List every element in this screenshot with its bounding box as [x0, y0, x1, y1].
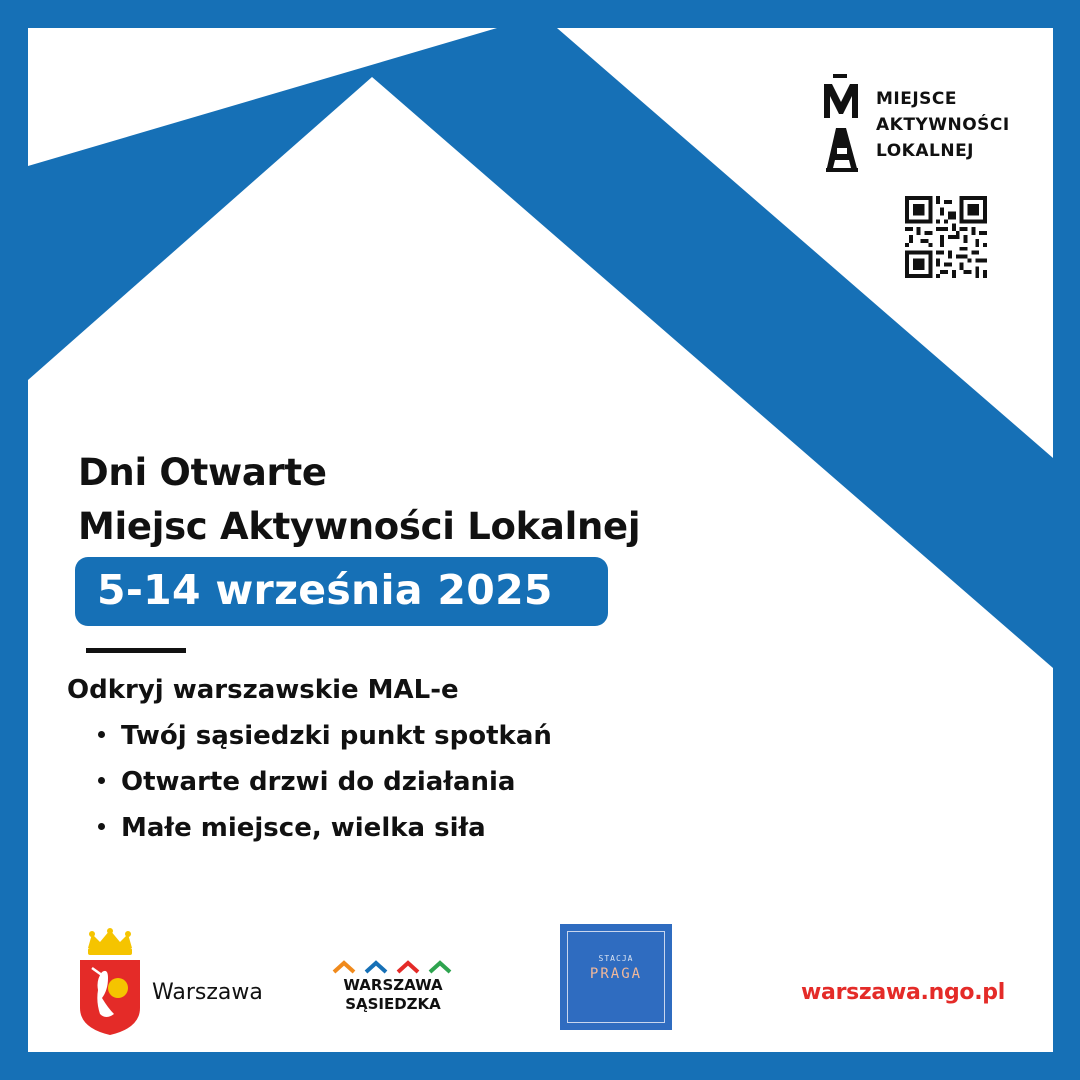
sasiedzka-line2: SĄSIEDZKA	[345, 995, 441, 1013]
bullet-dot-icon	[98, 823, 105, 830]
bullet-list	[98, 716, 552, 854]
mal-logo-line1: MIEJSCE	[876, 89, 958, 109]
bullet-text: Twój sąsiedzki punkt spotkań	[121, 721, 552, 751]
mal-logo-line3: LOKALNEJ	[876, 141, 975, 161]
mal-logo-text	[876, 86, 1010, 164]
headline	[78, 446, 640, 554]
bullet-dot-icon	[98, 731, 105, 738]
mal-monogram-icon	[822, 74, 860, 174]
headline-line2: Miejsc Aktywności Lokalnej	[78, 505, 641, 548]
bullet-item	[98, 716, 552, 762]
bullet-item	[98, 808, 552, 854]
mal-logo-line2: AKTYWNOŚCI	[876, 115, 1010, 135]
bullet-text: Małe miejsce, wielka siła	[121, 813, 486, 843]
subtitle: Odkryj warszawskie MAL-e	[67, 675, 459, 705]
bullet-text: Otwarte drzwi do działania	[121, 767, 516, 797]
praga-big-label: PRAGA	[589, 966, 643, 982]
praga-small-label: STACJA	[598, 954, 634, 963]
qr-code-icon[interactable]	[905, 196, 987, 278]
warszawa-crest-icon	[78, 928, 142, 1036]
headline-line1: Dni Otwarte	[78, 451, 327, 494]
warszawa-label: Warszawa	[152, 980, 263, 1005]
bullet-item	[98, 762, 552, 808]
ngo-logo[interactable]: warszawa.ngo.pl	[801, 980, 1005, 1005]
bullet-dot-icon	[98, 777, 105, 784]
stacja-praga-logo	[560, 924, 672, 1030]
event-date: 5-14 września 2025	[97, 566, 553, 614]
sasiedzka-line1: WARSZAWA	[343, 976, 443, 994]
divider	[86, 648, 186, 653]
warszawa-sasiedzka-logo	[330, 976, 456, 1014]
